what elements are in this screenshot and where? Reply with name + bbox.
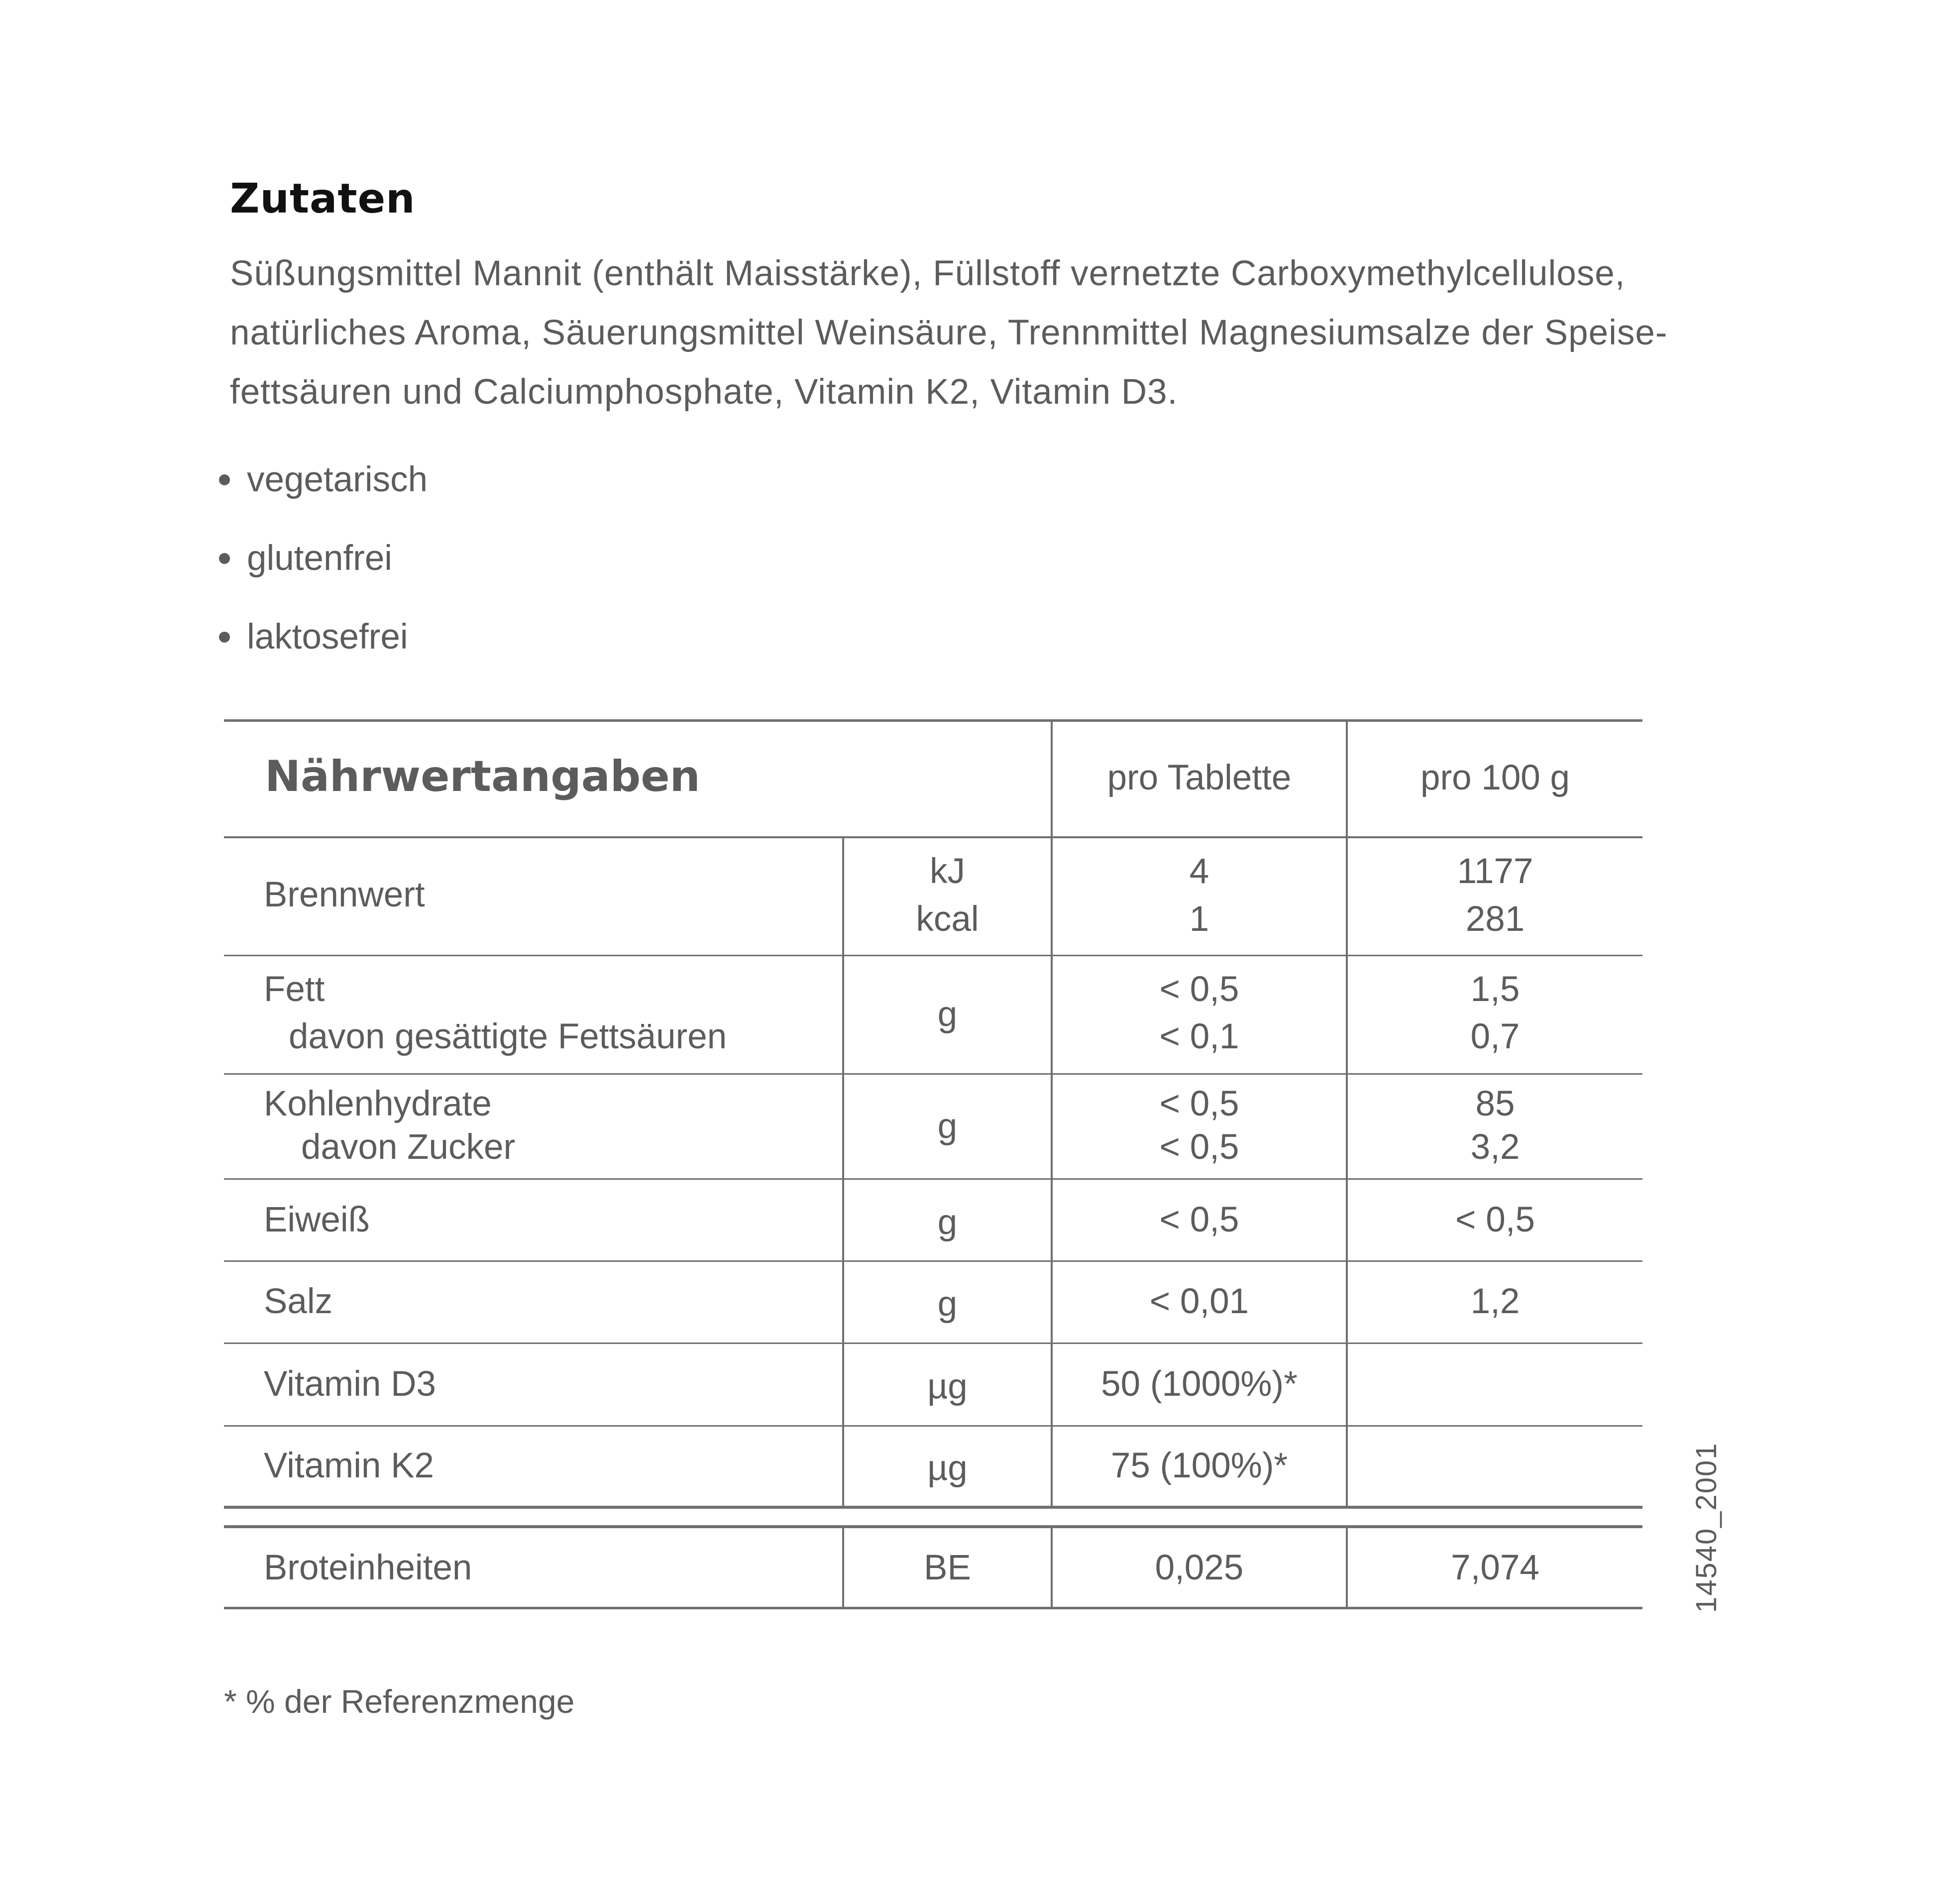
row-value-tablet: < 0,5: [1159, 1084, 1239, 1123]
nutrition-table: [224, 719, 1642, 1615]
diet-badge-label: vegetarisch: [247, 460, 428, 499]
row-unit: g: [937, 1203, 958, 1242]
table-rule: [224, 1525, 1642, 1528]
diet-badge: [219, 598, 428, 676]
row-value-tablet: 4: [1189, 852, 1209, 891]
row-sublabel: davon gesättigte Fettsäuren: [289, 1017, 727, 1056]
row-label: Broteinheiten: [264, 1548, 472, 1587]
ingredients-line: fettsäuren und Calciumphosphate, Vitamin K2, Vitamin D3.: [230, 372, 1178, 412]
row-value-tablet: 75 (100%)*: [1110, 1446, 1288, 1485]
row-unit: µg: [927, 1367, 968, 1406]
row-sublabel: davon Zucker: [301, 1127, 516, 1167]
diet-badge: [219, 441, 428, 519]
ingredients-line: Süßungsmittel Mannit (enthält Maisstärke), Füllstoff vernetzte Carboxymethylcellulose,: [230, 254, 1626, 293]
ingredients-line: natürliches Aroma, Säuerungsmittel Weinsäure, Trennmittel Magnesiumsalze der Speise-: [230, 313, 1668, 352]
row-value-100g: < 0,5: [1455, 1200, 1535, 1239]
table-rule: [224, 1260, 1642, 1262]
row-value-tablet: 50 (1000%)*: [1101, 1364, 1298, 1404]
row-value-100g: 281: [1465, 899, 1525, 939]
table-rule: [224, 1607, 1642, 1609]
bullet-icon: [219, 553, 230, 564]
diet-badge-label: glutenfrei: [247, 539, 393, 578]
row-unit: g: [937, 995, 958, 1034]
table-rule: [224, 955, 1642, 956]
row-value-100g: 0,7: [1470, 1017, 1520, 1056]
table-rule: [224, 1425, 1642, 1427]
table-rule: [224, 836, 1642, 838]
footnote: * % der Referenzmenge: [224, 1683, 575, 1720]
row-unit: g: [937, 1284, 958, 1324]
table-rule: [224, 719, 1642, 722]
ingredients-heading: Zutaten: [230, 175, 416, 223]
row-label: Kohlenhydrate: [264, 1084, 492, 1123]
diet-badge-label: laktosefrei: [247, 617, 408, 657]
row-value-tablet: < 0,5: [1159, 1200, 1239, 1239]
diet-badge-list: [219, 441, 428, 676]
diet-badge: [219, 519, 428, 598]
row-label: Brennwert: [264, 875, 425, 914]
row-unit: kcal: [916, 899, 979, 939]
row-value-100g: 7,074: [1451, 1548, 1539, 1587]
row-label: Fett: [264, 970, 325, 1009]
row-value-100g: 1177: [1457, 852, 1533, 891]
row-unit: kJ: [930, 852, 965, 891]
table-rule: [224, 1506, 1642, 1509]
column-header-per-tablet: pro Tablette: [1107, 758, 1292, 797]
product-code: 14540_2001: [1690, 1442, 1723, 1613]
nutrition-title: Nährwertangaben: [265, 752, 700, 801]
row-value-100g: 3,2: [1470, 1127, 1520, 1167]
row-label: Salz: [264, 1282, 333, 1321]
row-value-tablet: < 0,01: [1149, 1282, 1249, 1321]
row-value-tablet: < 0,5: [1159, 970, 1239, 1009]
table-rule: [224, 1073, 1642, 1075]
row-value-100g: 85: [1475, 1084, 1515, 1123]
column-header-per-100g: pro 100 g: [1420, 758, 1570, 797]
bullet-icon: [219, 632, 230, 643]
row-label: Eiweiß: [264, 1200, 370, 1239]
row-value-100g: 1,5: [1470, 970, 1520, 1009]
row-label: Vitamin D3: [264, 1364, 436, 1404]
row-unit: µg: [927, 1449, 968, 1488]
ingredients-text: [230, 244, 1673, 422]
row-value-tablet: < 0,1: [1159, 1017, 1239, 1056]
table-rule: [224, 1178, 1642, 1180]
table-rule: [224, 1343, 1642, 1344]
row-label: Vitamin K2: [264, 1446, 435, 1485]
row-unit: BE: [924, 1548, 971, 1587]
row-value-tablet: 1: [1189, 899, 1209, 939]
row-value-tablet: < 0,5: [1159, 1127, 1239, 1167]
row-unit: g: [937, 1107, 958, 1146]
row-value-100g: 1,2: [1470, 1282, 1520, 1321]
row-value-tablet: 0,025: [1155, 1548, 1244, 1587]
bullet-icon: [219, 474, 230, 485]
